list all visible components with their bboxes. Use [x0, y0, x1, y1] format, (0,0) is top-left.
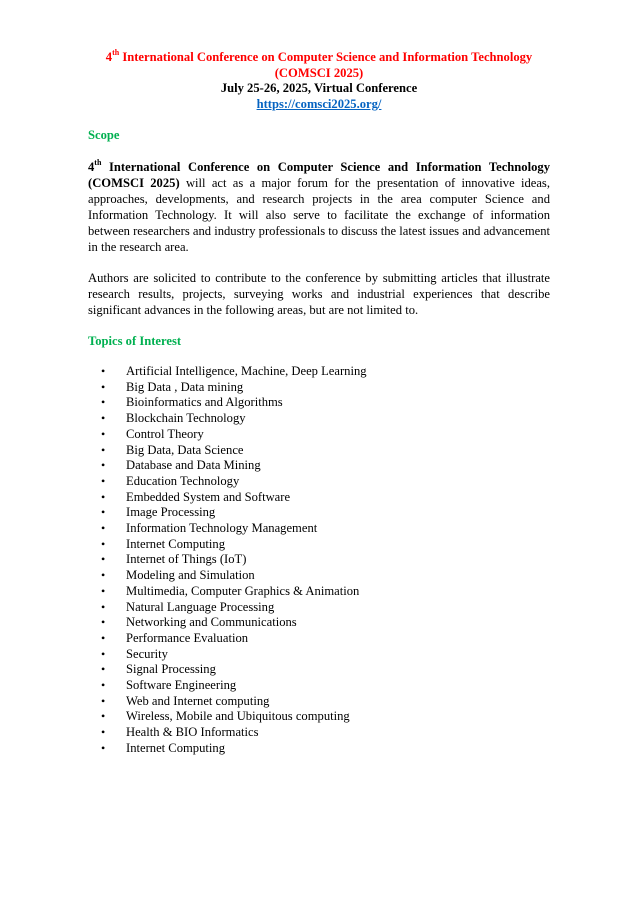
topic-item: [88, 380, 550, 396]
bullet-icon: •: [101, 615, 106, 630]
bullet-icon: •: [101, 568, 106, 583]
scope-paragraph-2: Authors are solicited to contribute to the conference by submitting articles that illustrate research results, projects, surveying works and industrial experiences that describe significant advances in the following areas, but are not limited to.: [88, 271, 550, 317]
scope-conference-name-text: International Conference on Computer Science and Information Technology (COMSCI 2025): [88, 160, 550, 190]
bullet-icon: •: [101, 693, 106, 708]
topic-item: [88, 490, 550, 506]
scope-ordinal: 4: [88, 160, 95, 174]
topic-item: [88, 725, 550, 741]
bullet-icon: •: [101, 521, 106, 536]
topic-label: Internet of Things (IoT): [126, 552, 247, 567]
topic-item: [88, 474, 550, 490]
topic-label: Education Technology: [126, 473, 240, 488]
topic-item: [88, 443, 550, 459]
title-text: International Conference on Computer Science and Information Technology: [119, 50, 533, 64]
bullet-icon: •: [101, 395, 106, 410]
topic-label: Bioinformatics and Algorithms: [126, 395, 283, 410]
topic-label: Artificial Intelligence, Machine, Deep Learning: [126, 364, 367, 378]
bullet-icon: •: [101, 489, 106, 504]
topic-item: [88, 600, 550, 616]
topic-label: Big Data, Data Science: [126, 442, 244, 457]
bullet-icon: •: [101, 379, 106, 394]
bullet-icon: •: [101, 364, 106, 378]
topic-label: Internet Computing: [126, 740, 225, 755]
topic-item: [88, 647, 550, 663]
topic-item: [88, 521, 550, 537]
topics-heading: Topics of Interest: [88, 334, 182, 348]
topic-label: Signal Processing: [126, 662, 216, 677]
topic-label: Wireless, Mobile and Ubiquitous computing: [126, 709, 350, 724]
title-ordinal: 4: [105, 50, 113, 64]
bullet-icon: •: [101, 678, 106, 693]
topic-item: [88, 615, 550, 631]
topic-item: [88, 427, 550, 443]
bullet-icon: •: [101, 536, 106, 551]
scope-paragraph-1: [88, 159, 550, 255]
scope-ordinal-suffix: th: [94, 157, 102, 167]
topic-label: Image Processing: [126, 505, 216, 520]
topic-item: [88, 678, 550, 694]
bullet-icon: •: [101, 646, 106, 661]
bullet-icon: •: [101, 630, 106, 645]
topic-label: Embedded System and Software: [126, 489, 291, 504]
topic-item: [88, 568, 550, 584]
topic-label: Networking and Communications: [126, 615, 297, 630]
topic-item: [88, 741, 550, 757]
topic-label: Control Theory: [126, 426, 204, 441]
topic-item: [88, 458, 550, 474]
topic-label: Health & BIO Informatics: [126, 725, 259, 740]
conference-header: [88, 47, 550, 112]
topic-label: Security: [126, 646, 168, 661]
title-ordinal-suffix: th: [112, 47, 120, 57]
conference-title: [88, 47, 550, 66]
conference-acronym: (COMSCI 2025): [274, 65, 364, 80]
bullet-icon: •: [101, 709, 106, 724]
topic-item: [88, 584, 550, 600]
topic-label: Web and Internet computing: [126, 693, 270, 708]
topic-item: [88, 537, 550, 553]
topics-list: [88, 364, 550, 757]
topic-label: Internet Computing: [126, 536, 225, 551]
topic-item: [88, 662, 550, 678]
bullet-icon: •: [101, 473, 106, 488]
topic-label: Blockchain Technology: [126, 411, 246, 426]
topic-item: [88, 395, 550, 411]
topic-label: Performance Evaluation: [126, 630, 249, 645]
topic-item: [88, 411, 550, 427]
bullet-icon: •: [101, 583, 106, 598]
scope-paragraph-1-text: will act as a major forum for the presentation of innovative ideas, approaches, developments, and research projects in the area computer Science and Information Technology. It will also serve to facilitate the exchange of information between researchers and industry professionals to discuss the latest issues and advancement in the research area.: [88, 176, 550, 254]
topic-item: [88, 552, 550, 568]
bullet-icon: •: [101, 599, 106, 614]
bullet-icon: •: [101, 740, 106, 755]
topic-item: [88, 709, 550, 725]
topic-item: [88, 505, 550, 521]
bullet-icon: •: [101, 552, 106, 567]
bullet-icon: •: [101, 442, 106, 457]
scope-heading: Scope: [88, 128, 120, 142]
topic-label: Natural Language Processing: [126, 599, 275, 614]
conference-website-link[interactable]: https://comsci2025.org/: [256, 96, 382, 111]
topic-item: [88, 631, 550, 647]
topic-label: Database and Data Mining: [126, 458, 261, 473]
topic-label: Software Engineering: [126, 678, 237, 693]
bullet-icon: •: [101, 426, 106, 441]
bullet-icon: •: [101, 662, 106, 677]
topic-label: Multimedia, Computer Graphics & Animation: [126, 583, 360, 598]
conference-dates: July 25-26, 2025, Virtual Conference: [220, 81, 418, 95]
topic-label: Big Data , Data mining: [126, 379, 244, 394]
topic-item: [88, 694, 550, 710]
bullet-icon: •: [101, 725, 106, 740]
bullet-icon: •: [101, 411, 106, 426]
bullet-icon: •: [101, 458, 106, 473]
topic-label: Information Technology Management: [126, 521, 318, 536]
bullet-icon: •: [101, 505, 106, 520]
topic-label: Modeling and Simulation: [126, 568, 255, 583]
topic-item: [88, 364, 550, 380]
